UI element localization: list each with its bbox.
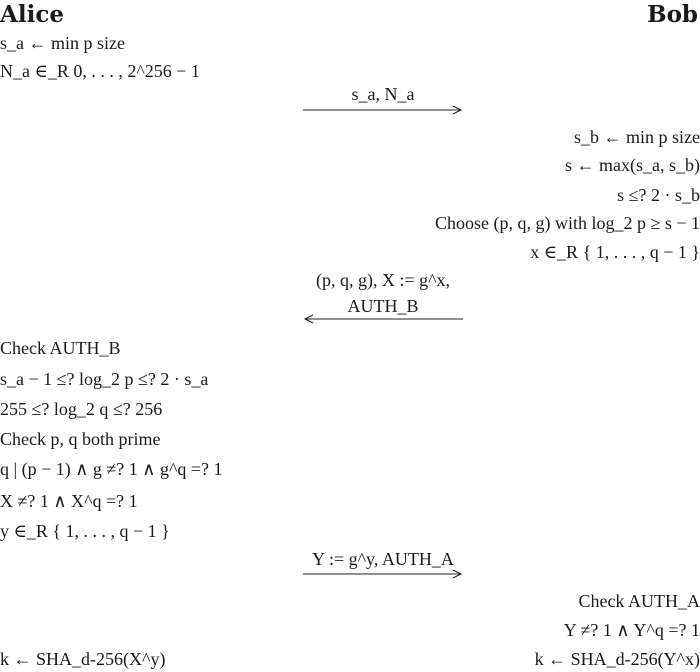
bob-step: x ∈_R { 1, . . . , q − 1 }	[530, 242, 700, 262]
alice-check-step: s_a − 1 ≤? log_2 p ≤? 2 · s_a	[0, 369, 209, 389]
bob-key-derivation: k ← SHA_d-256(Y^x)	[534, 649, 700, 669]
bob-step: s_b ← min p size	[574, 127, 700, 147]
alice-key-derivation: k ← SHA_d-256(X^y)	[0, 649, 166, 669]
message-3-label: Y := g^y, AUTH_A	[312, 549, 454, 569]
alice-check-step: y ∈_R { 1, . . . , q − 1 }	[0, 521, 170, 541]
message-3-arrow-right-icon	[303, 569, 463, 579]
bob-check-step: Check AUTH_A	[578, 591, 700, 611]
bob-check-step: Y ≠? 1 ∧ Y^q =? 1	[563, 620, 700, 640]
message-1-label: s_a, N_a	[351, 84, 415, 104]
bob-step: Choose (p, q, g) with log_2 p ≥ s − 1	[434, 213, 700, 233]
bob-step: s ≤? 2 · s_b	[617, 185, 700, 205]
alice-check-step: Check AUTH_B	[0, 338, 121, 358]
message-2-label-line1: (p, q, g), X := g^x,	[315, 270, 451, 290]
party-bob-label: Bob	[647, 1, 698, 28]
alice-check-step: 255 ≤? log_2 q ≤? 256	[0, 399, 163, 419]
message-2-label-line2: AUTH_B	[347, 296, 419, 316]
message-1-arrow-right-icon	[303, 105, 463, 115]
message-2-arrow-left-icon	[303, 314, 463, 324]
party-alice-label: Alice	[0, 1, 64, 28]
bob-step: s ← max(s_a, s_b)	[565, 155, 700, 175]
alice-init-step: N_a ∈_R 0, . . . , 2^256 − 1	[0, 61, 200, 81]
alice-check-step: Check p, q both prime	[0, 429, 161, 449]
alice-check-step: X ≠? 1 ∧ X^q =? 1	[0, 491, 138, 511]
alice-check-step: q | (p − 1) ∧ g ≠? 1 ∧ g^q =? 1	[0, 459, 223, 479]
alice-init-step: s_a ← min p size	[0, 33, 125, 53]
